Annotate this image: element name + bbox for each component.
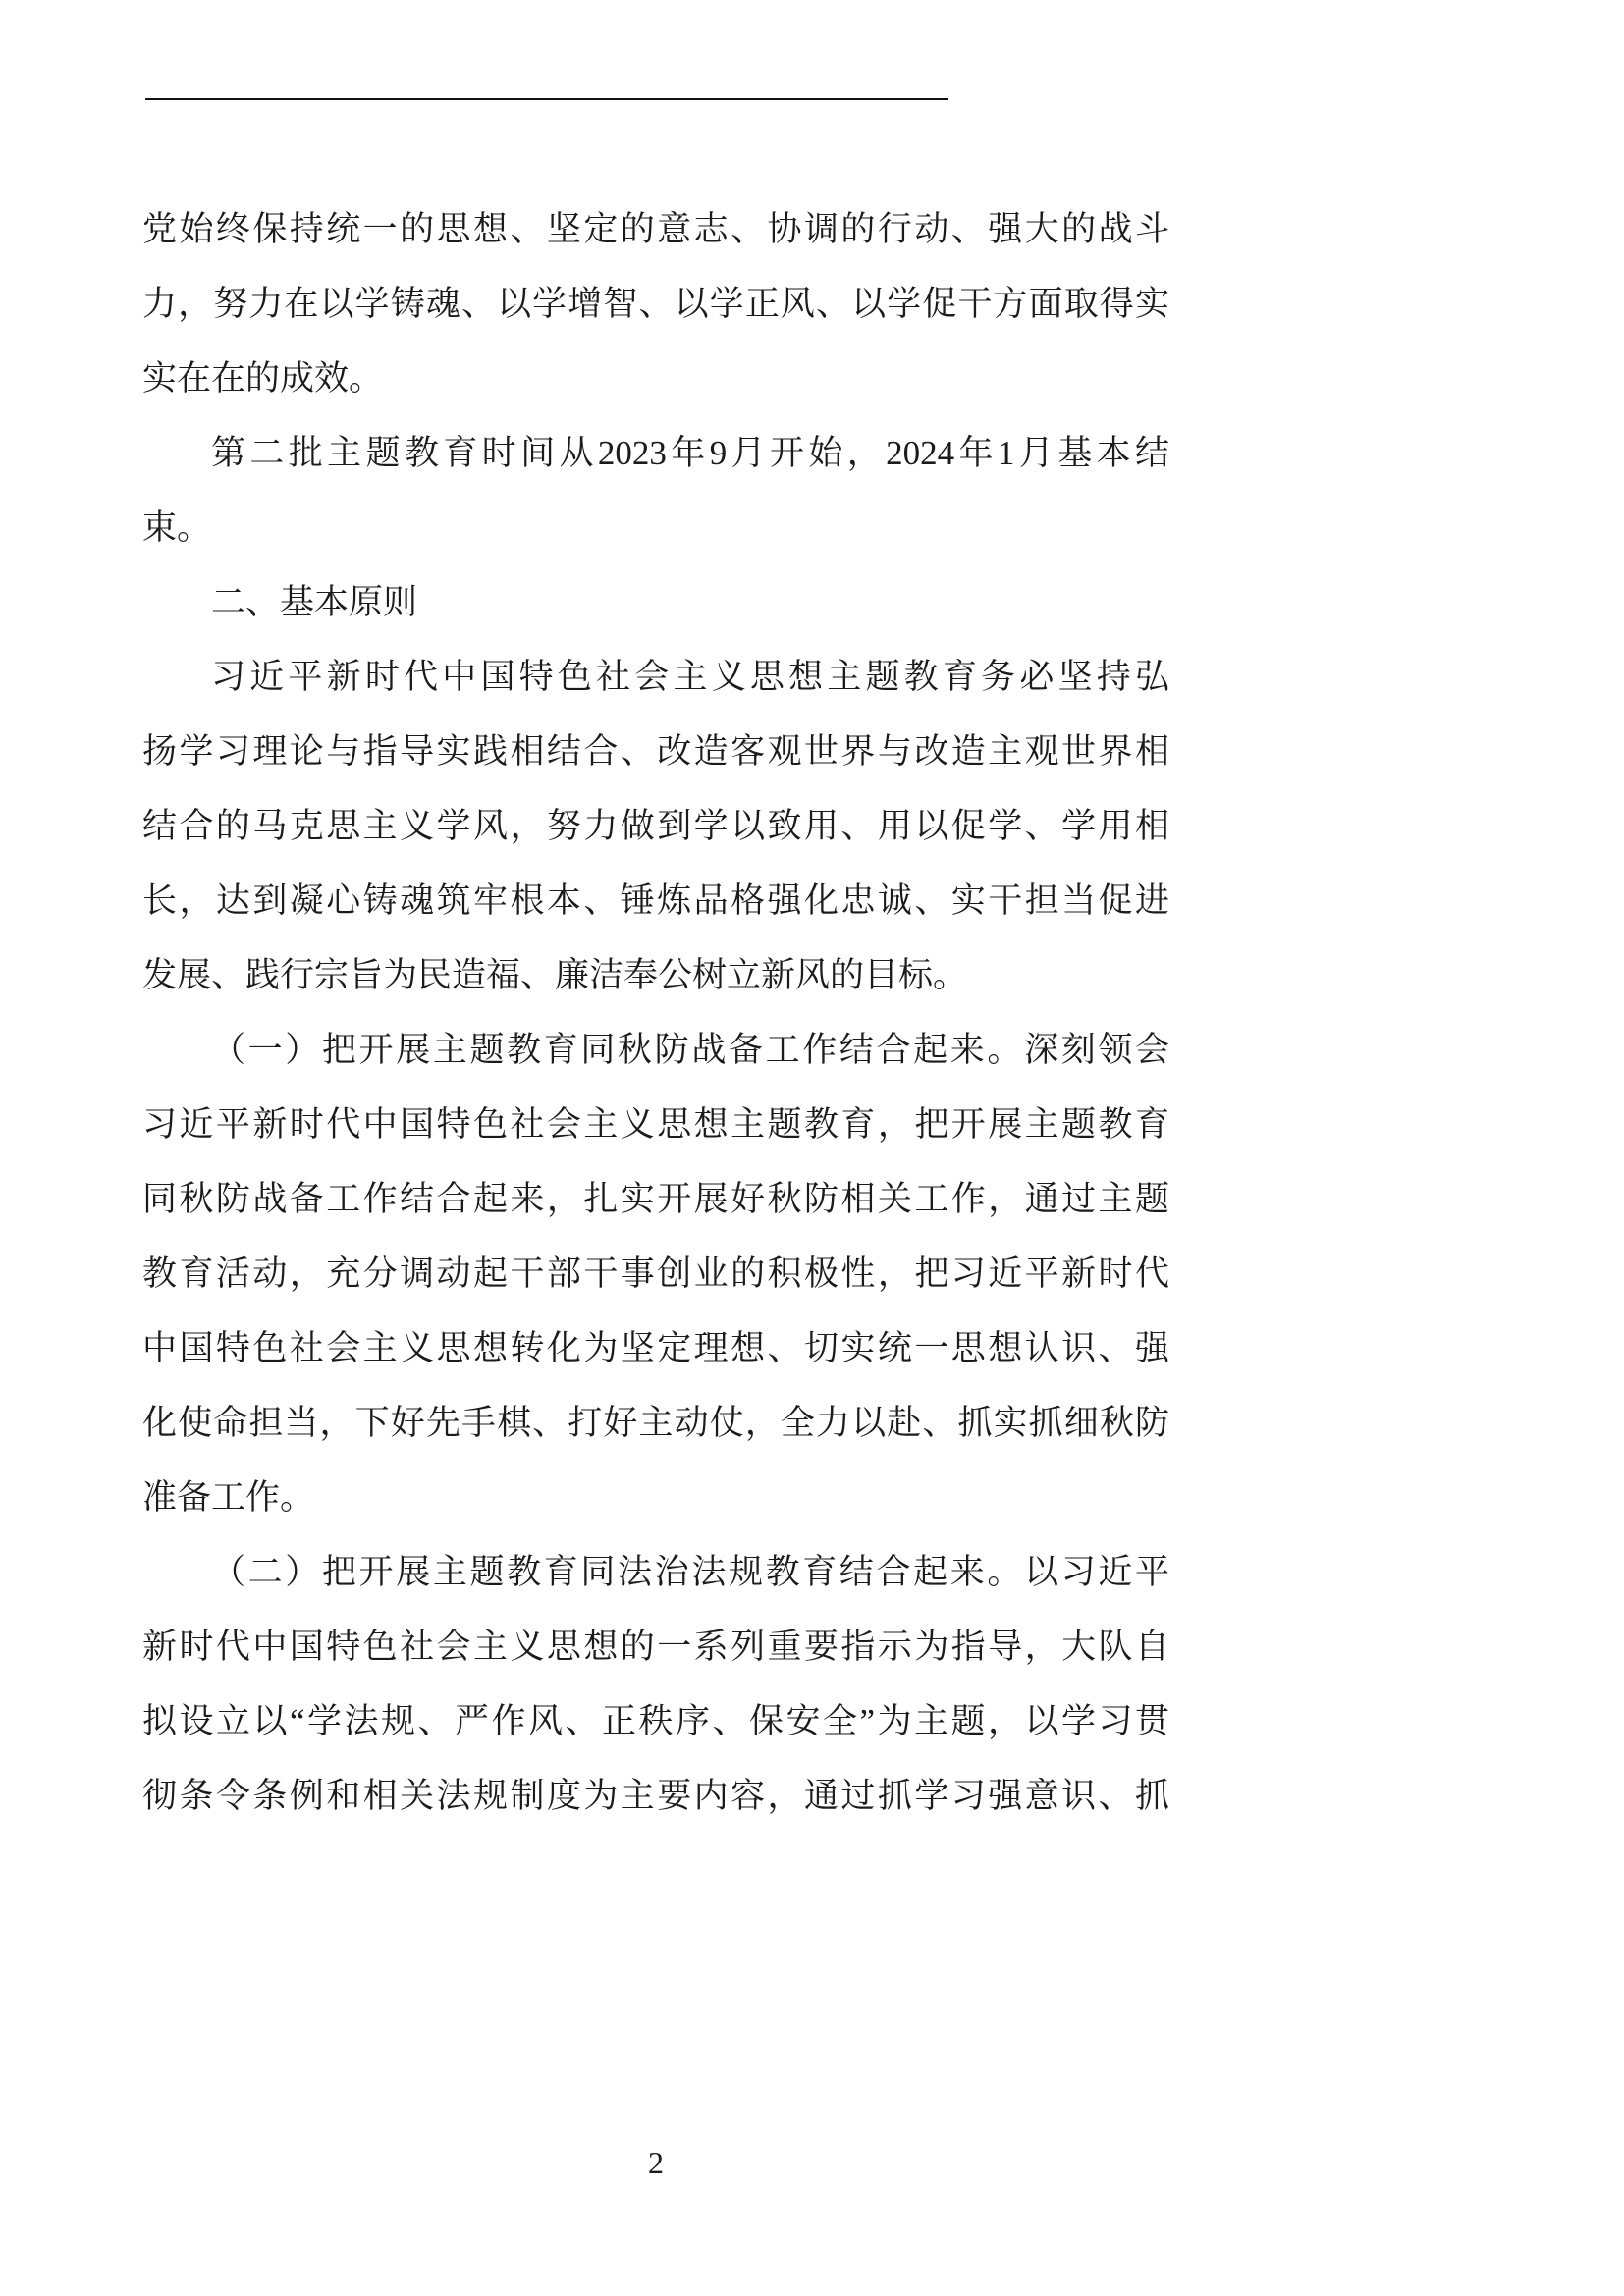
page-number: 2 <box>648 2145 664 2180</box>
text-line: 习近平新时代中国特色社会主义思想主题教育务必坚持弘 <box>211 658 1169 696</box>
text-line: 中国特色社会主义思想转化为坚定理想、切实统一思想认识、强 <box>142 1329 1169 1367</box>
text-line: 新时代中国特色社会主义思想的一系列重要指示为指导，大队自 <box>142 1628 1169 1666</box>
text-line: 长，达到凝心铸魂筑牢根本、锤炼品格强化忠诚、实干担当促进 <box>142 881 1169 920</box>
text-line: 拟设立以“学法规、严作风、正秩序、保安全”为主题，以学习贯 <box>142 1702 1169 1740</box>
header-divider <box>145 98 948 100</box>
text-line: 第二批主题教育时间从2023年9月开始，2024年1月基本结 <box>211 434 1169 472</box>
text-line: 同秋防战备工作结合起来，扎实开展好秋防相关工作，通过主题 <box>142 1180 1169 1218</box>
text-line: 化使命担当，下好先手棋、打好主动仗，全力以赴、抓实抓细秋防 <box>142 1404 1169 1442</box>
text-line: （一）把开展主题教育同秋防战备工作结合起来。深刻领会 <box>211 1031 1169 1069</box>
text-line: 束。 <box>142 508 212 547</box>
text-line: 二、基本原则 <box>211 583 418 621</box>
text-line: 党始终保持统一的思想、坚定的意志、协调的行动、强大的战斗 <box>142 210 1169 248</box>
text-line: 实在在的成效。 <box>142 359 384 398</box>
text-line: 力，努力在以学铸魂、以学增智、以学正风、以学促干方面取得实 <box>142 285 1169 323</box>
text-line: （二）把开展主题教育同法治法规教育结合起来。以习近平 <box>211 1553 1169 1591</box>
document-body <box>142 192 1169 1834</box>
text-line: 扬学习理论与指导实践相结合、改造客观世界与改造主观世界相 <box>142 732 1169 771</box>
text-line: 习近平新时代中国特色社会主义思想主题教育，把开展主题教育 <box>142 1105 1169 1144</box>
text-line: 发展、践行宗旨为民造福、廉洁奉公树立新风的目标。 <box>142 956 968 994</box>
text-line: 准备工作。 <box>142 1478 315 1517</box>
text-line: 结合的马克思主义学风，努力做到学以致用、用以促学、学用相 <box>142 807 1169 845</box>
text-line: 教育活动，充分调动起干部干事创业的积极性，把习近平新时代 <box>142 1255 1169 1293</box>
text-line: 彻条令条例和相关法规制度为主要内容，通过抓学习强意识、抓 <box>142 1777 1169 1815</box>
